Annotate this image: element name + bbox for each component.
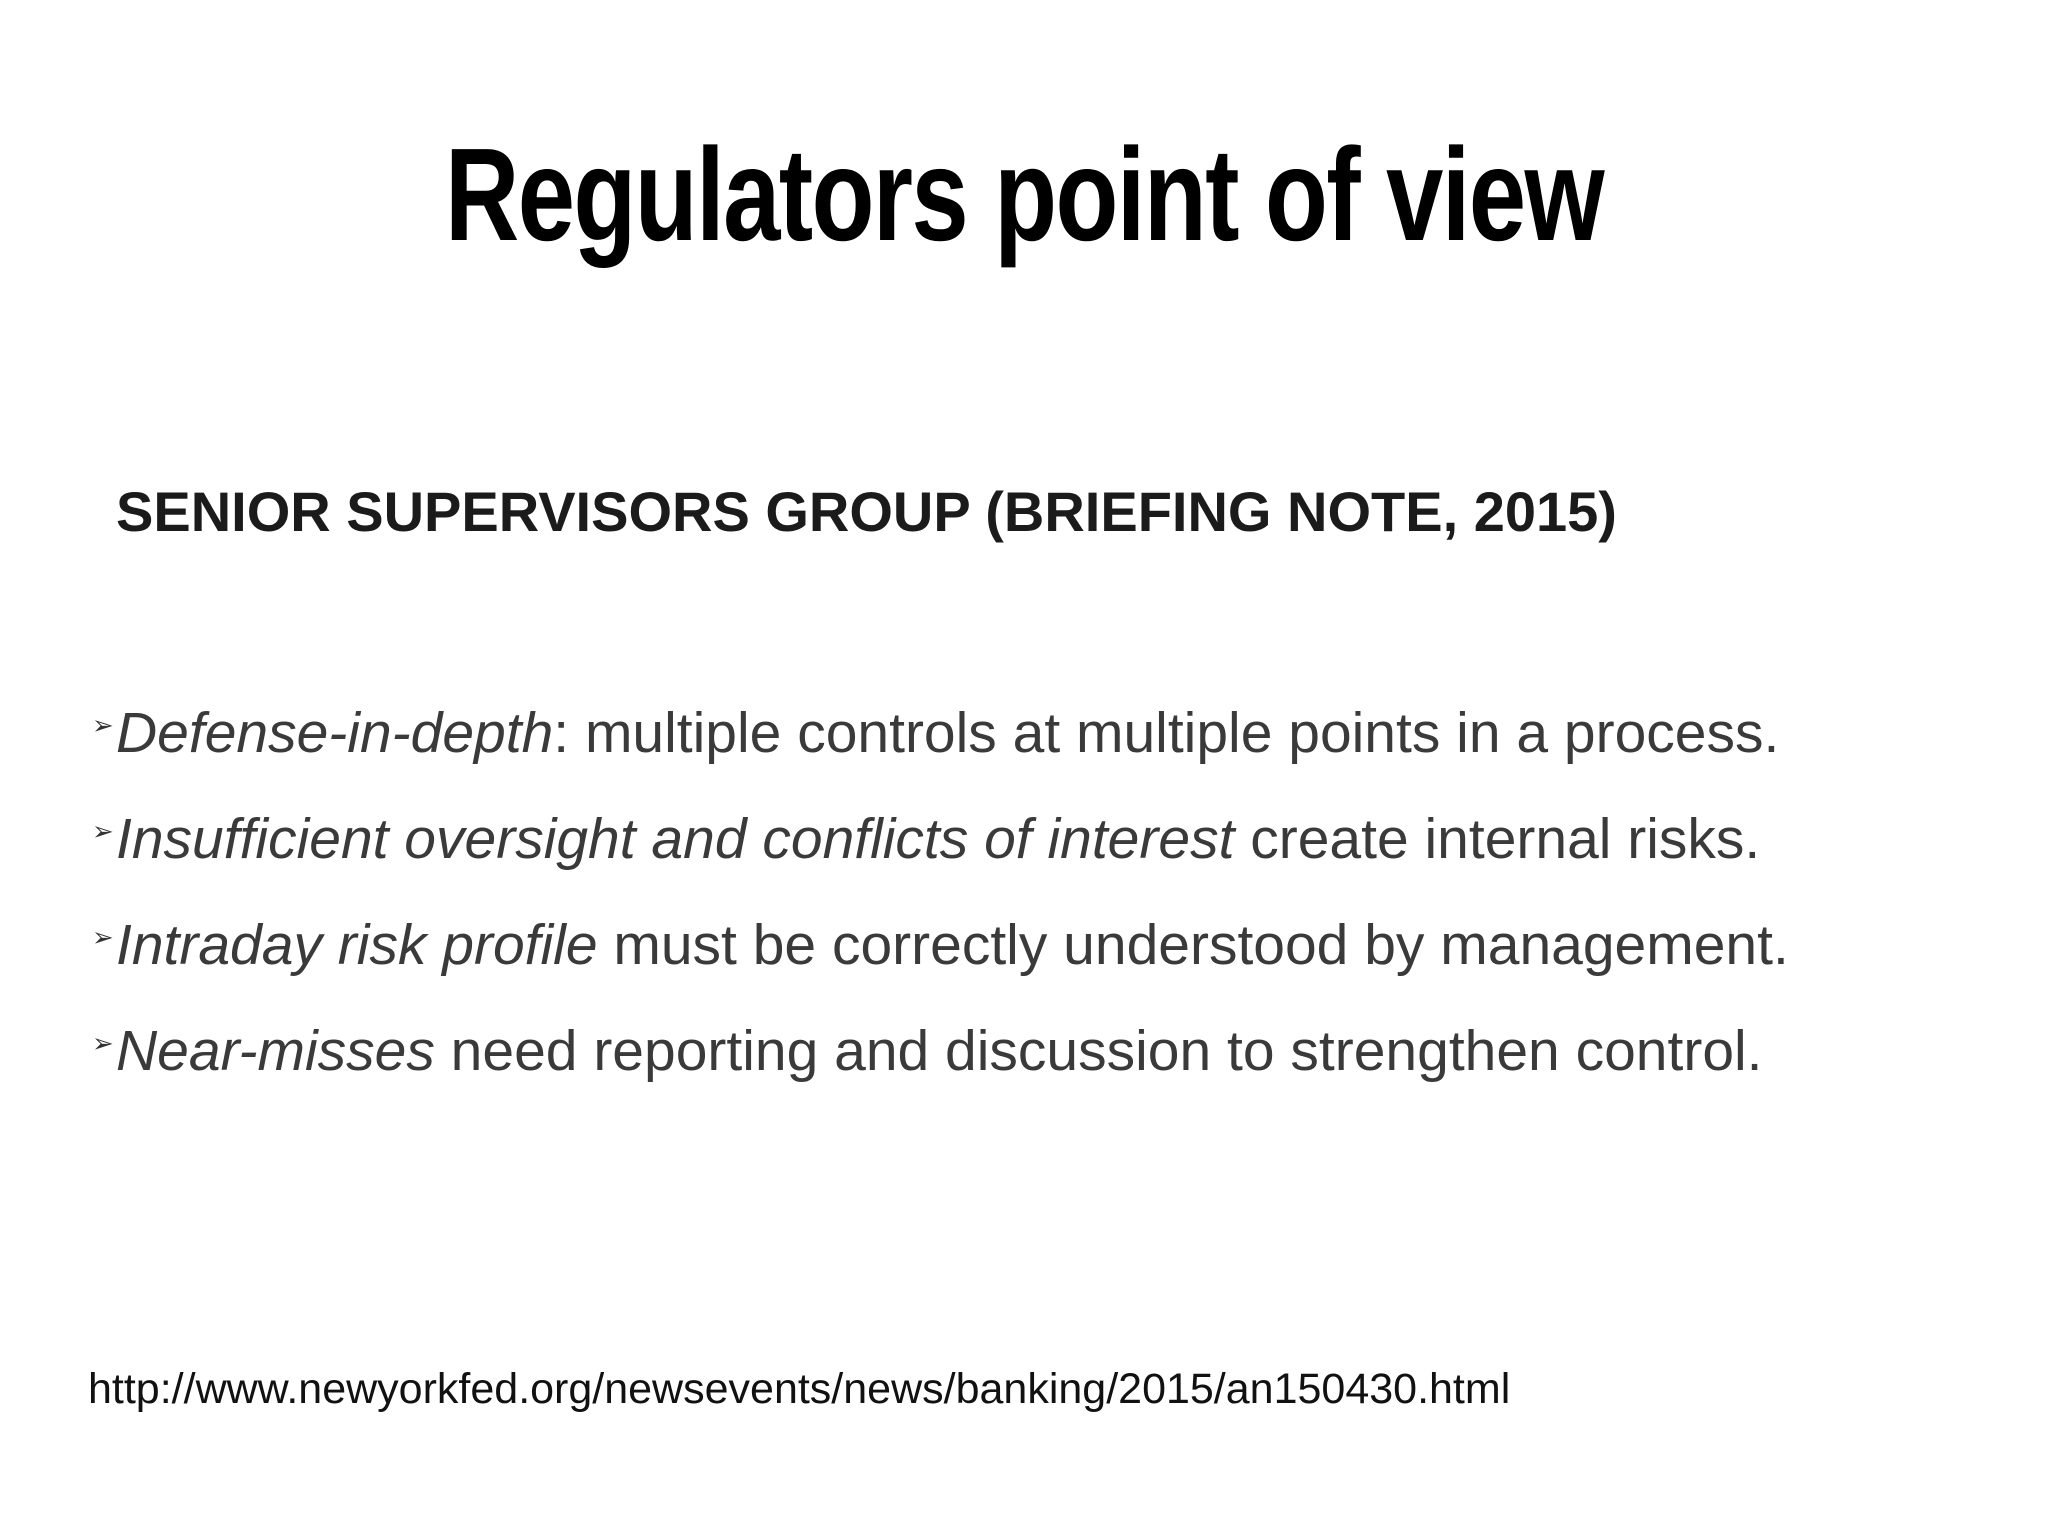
slide-title: Regulators point of view xyxy=(444,121,1604,268)
bullet-item xyxy=(92,1013,1789,1119)
arrowhead-bullet-icon: ➢ xyxy=(92,710,114,740)
bullet-item xyxy=(92,907,1789,1013)
bullet-list xyxy=(92,695,1789,1119)
bullet-emphasis: Intraday risk profile xyxy=(116,913,598,977)
bullet-text xyxy=(116,695,1779,771)
arrowhead-bullet-icon: ➢ xyxy=(92,1028,114,1058)
bullet-rest: create internal risks. xyxy=(1234,807,1761,871)
bullet-emphasis: Defense-in-depth xyxy=(116,701,554,765)
source-url-link[interactable]: http://www.newyorkfed.org/newsevents/news/banking/2015/an150430.html xyxy=(88,1365,1511,1413)
bullet-text xyxy=(116,1013,1763,1089)
bullet-item xyxy=(92,695,1789,801)
bullet-emphasis: Insufficient oversight and conflicts of interest xyxy=(116,807,1235,871)
arrowhead-bullet-icon: ➢ xyxy=(92,816,114,846)
bullet-rest: : multiple controls at multiple points in a process. xyxy=(553,701,1780,765)
bullet-rest: need reporting and discussion to strengthen control. xyxy=(434,1019,1763,1083)
bullet-text xyxy=(116,907,1789,983)
bullet-text xyxy=(116,801,1760,877)
bullet-emphasis: Near-misses xyxy=(116,1019,435,1083)
bullet-rest: must be correctly understood by management. xyxy=(597,913,1789,977)
slide-subheading: SENIOR SUPERVISORS GROUP (BRIEFING NOTE, 2015) xyxy=(116,480,1617,543)
bullet-item xyxy=(92,801,1789,907)
arrowhead-bullet-icon: ➢ xyxy=(92,922,114,952)
